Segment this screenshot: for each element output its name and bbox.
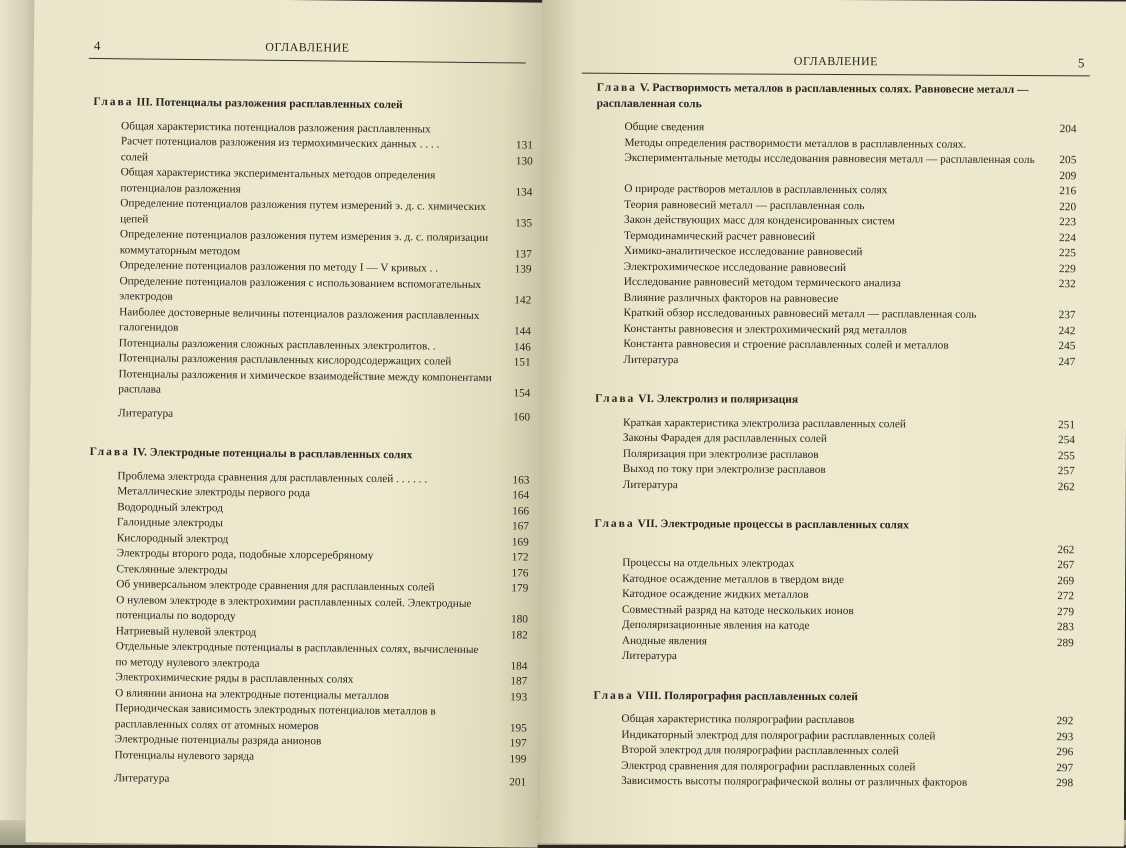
toc-entry-page: 187 [493, 674, 527, 690]
toc-entry-page: 201 [492, 775, 526, 791]
toc-entry-page: 247 [1041, 355, 1075, 371]
chapter-label: Глава [595, 393, 635, 405]
toc-entry [593, 774, 1073, 792]
toc-entry-page: 195 [493, 721, 527, 737]
toc-entry-title: Влияние различных факторов на равновесие [624, 291, 839, 304]
chapter-title: VI. Электролиз и поляризация [638, 393, 798, 406]
left-page [26, 0, 547, 848]
left-page-toc [86, 95, 533, 791]
toc-entry-page: 180 [494, 612, 528, 628]
toc-entry-title: Проблема электрода сравнения для расплавленных солей . . . . . . [117, 470, 427, 485]
toc-entry [86, 771, 526, 791]
toc-entry-page: 251 [1041, 418, 1075, 434]
toc-entry-title: Краткая характеристика электролиза расплавленных солей [623, 416, 906, 429]
chapter-label: Глава [594, 689, 634, 701]
toc-entry-title: Расчет потенциалов разложения из термохимических данных . . . . [121, 135, 440, 150]
toc-entry-title: Анодные явления [622, 634, 707, 646]
chapter-label: Глава [90, 446, 130, 458]
toc-entry-page: 254 [1041, 433, 1075, 449]
toc-entry-page: 242 [1041, 324, 1075, 340]
toc-entry-title: О влиянии аниона на электродные потенциалы металлов [115, 687, 389, 702]
toc-entry-title: Об универсальном электроде сравнения для расплавленных солей [116, 578, 434, 593]
toc-entry-title: Наиболее достоверные величины потенциалов разложения расплавленных галогенидов [119, 306, 480, 334]
toc-entry-page: 164 [495, 488, 529, 504]
toc-entry-title: Определение потенциалов разложения путем измерений э. д. с. химических цепей [120, 197, 486, 225]
toc-entry-page: 229 [1042, 262, 1076, 278]
toc-entry [91, 304, 531, 340]
toc-entry-page: 144 [497, 324, 531, 340]
toc-entry [595, 352, 1075, 370]
toc-entry-title: О природе растворов металлов в расплавленных солях [624, 183, 887, 196]
toc-entry-page: 262 [1040, 543, 1074, 559]
toc-entry-title: О нулевом электроде в электрохимии расплавленных солей. Электродные потенциалы по водороду [116, 594, 472, 623]
toc-entry-title: Краткий обзор исследованных равновесий металл — расплавленная соль [624, 307, 977, 321]
toc-entry-title: Металлические электроды первого рода [117, 485, 310, 499]
toc-entry-page: 289 [1040, 636, 1074, 652]
toc-entry [92, 227, 532, 263]
toc-entry-title: Потенциалы разложения и химическое взаимодействие между компонентами расплава [118, 368, 491, 396]
toc-entry-page: 204 [1042, 122, 1076, 138]
toc-entry [595, 477, 1075, 495]
toc-entry [90, 366, 530, 402]
toc-entry-page: 232 [1042, 277, 1076, 293]
chapter-heading [594, 688, 1074, 706]
chapter-heading [90, 445, 530, 465]
chapter-title: VIII. Полярография расплавленных солей [637, 689, 858, 702]
toc-entry-title: Общая характеристика полярографии расплавов [621, 713, 854, 726]
toc-entry-page: 272 [1040, 589, 1074, 605]
toc-entry-title: Катодное осаждение жидких металлов [622, 588, 809, 601]
toc-entry-page: 151 [497, 355, 531, 371]
toc-entry-page: 146 [497, 340, 531, 356]
chapter-heading [93, 95, 533, 115]
toc-entry-title: Термодинамический расчет равновесий [624, 229, 815, 242]
toc-entry [596, 135, 1076, 169]
right-page-toc [593, 81, 1077, 792]
chapter-title: VII. Электродные процессы в расплавленных солях [637, 518, 908, 531]
toc-entry-page: 134 [498, 185, 532, 201]
toc-entry-title [622, 541, 625, 553]
left-page-number: 4 [94, 38, 101, 54]
toc-entry-title: Общие сведения [625, 121, 705, 133]
toc-entry-page: 292 [1039, 714, 1073, 730]
toc-entry-title: Отдельные электродные потенциалы в расплавленных солях, вычисленные по методу нулевого электрода [115, 640, 478, 669]
left-page-header [89, 36, 526, 64]
chapter-label: Глава [597, 82, 637, 94]
toc-entry-page: 167 [495, 519, 529, 535]
toc-entry-title: Литература [622, 650, 677, 662]
toc-entry-title: солей [121, 151, 148, 163]
toc-entry-page: 199 [492, 752, 526, 768]
toc-entry [87, 639, 527, 675]
toc-entry-title: Электродные потенциалы разряда анионов [115, 733, 322, 747]
toc-entry-page: 166 [495, 504, 529, 520]
toc-entry-title: Определение потенциалов разложения путем измерения э. д. с. поляризации коммутаторным методом [120, 228, 489, 257]
toc-entry-title: Теория равновесий металл — расплавленная соль [624, 198, 864, 211]
toc-entry-page: 225 [1042, 246, 1076, 262]
toc-entry-title: Электрод сравнения для полярографии расплавленных солей [621, 759, 915, 773]
toc-entry-title: Потенциалы разложения сложных расплавленных электролитов. . [119, 337, 436, 352]
toc-entry-page: 184 [493, 659, 527, 675]
toc-entry [92, 165, 532, 201]
toc-entry-page: 193 [493, 690, 527, 706]
toc-entry-page: 139 [498, 262, 532, 278]
toc-entry-title: Общая характеристика экспериментальных методов определения потенциалов разложения [120, 166, 435, 195]
toc-entry-page: 135 [498, 216, 532, 232]
right-page [538, 0, 1126, 847]
right-page-header [582, 51, 1090, 77]
toc-entry-page: 182 [494, 628, 528, 644]
toc-entry-title: Электроды второго рода, подобные хлорсеребряному [117, 547, 374, 562]
toc-entry-title: Совместный разряд на катоде нескольких ионов [622, 603, 854, 616]
toc-entry-title: Электрохимическое исследование равновесий [624, 260, 846, 273]
toc-entry-title: Литература [623, 353, 678, 365]
toc-entry [87, 701, 527, 737]
toc-entry-title [624, 167, 627, 179]
toc-entry [91, 273, 531, 309]
toc-entry-page: 262 [1041, 480, 1075, 496]
toc-entry-page: 142 [497, 293, 531, 309]
right-page-number: 5 [1078, 55, 1085, 71]
toc-entry-page: 131 [499, 138, 533, 154]
toc-entry-title: Периодическая зависимость электродных потенциалов металлов в расплавленных солях от атомных номеров [115, 702, 436, 732]
toc-entry-title: Химико-аналитическое исследование равновесий [624, 245, 863, 258]
toc-entry-title: Галоидные электроды [117, 516, 223, 529]
chapter-gap [595, 493, 1075, 520]
toc-entry-page: 255 [1041, 449, 1075, 465]
toc-entry-title: Деполяризационные явления на катоде [622, 619, 810, 632]
toc-entry-page: 237 [1042, 308, 1076, 324]
toc-entry-title: Электрохимические ряды в расплавленных солях [115, 671, 353, 685]
toc-entry [86, 747, 526, 767]
toc-entry [88, 592, 528, 628]
toc-entry [594, 649, 1074, 667]
toc-entry-page: 267 [1040, 558, 1074, 574]
left-page-header-title: ОГЛАВЛЕНИЕ [89, 38, 526, 58]
toc-entry-page: 163 [495, 473, 529, 489]
toc-entry-title: Поляризация при электролизе расплавов [623, 447, 819, 460]
toc-entry-title: Стеклянные электроды [116, 563, 227, 576]
toc-entry-page: 176 [494, 566, 528, 582]
toc-entry-title: Процессы на отдельных электродах [622, 557, 794, 570]
toc-entry-title: Второй электрод для полярографии расплавленных солей [621, 744, 899, 757]
toc-entry [92, 196, 532, 232]
chapter-title: IV. Электродные потенциалы в расплавленных солях [133, 446, 413, 461]
toc-entry-page: 137 [498, 247, 532, 263]
toc-entry-page: 297 [1039, 761, 1073, 777]
toc-entry-title: Потенциалы нулевого заряда [114, 749, 254, 762]
toc-entry-page: 130 [499, 154, 533, 170]
toc-entry-title: Водородный электрод [117, 501, 223, 514]
toc-entry-title: Потенциалы разложения расплавленных кислородсодержащих солей [119, 352, 452, 367]
right-page-header-title: ОГЛАВЛЕНИЕ [582, 53, 1090, 71]
chapter-title: III. Потенциалы разложения расплавленных солей [136, 96, 402, 111]
toc-entry-title: Закон действующих масс для конденсированных систем [624, 214, 895, 227]
toc-entry-page: 293 [1039, 730, 1073, 746]
toc-entry-title: Константа равновесия и строение расплавленных солей и металлов [623, 338, 948, 352]
toc-entry-page: 298 [1039, 776, 1073, 792]
toc-entry-title: Определение потенциалов разложения с использованием вспомогательных электродов [119, 275, 481, 303]
toc-entry-page: 224 [1042, 231, 1076, 247]
chapter-gap [595, 368, 1075, 395]
toc-entry-page: 245 [1041, 339, 1075, 355]
toc-entry-page: 216 [1042, 184, 1076, 200]
toc-entry-page: 283 [1040, 620, 1074, 636]
toc-entry-title: Литература [623, 478, 678, 490]
toc-entry-title: Исследование равновесий методом термического анализа [624, 276, 901, 289]
toc-entry-title: Литература [118, 407, 173, 420]
toc-entry-title: Литература [114, 772, 169, 785]
chapter-label: Глава [594, 518, 634, 530]
toc-entry-title: Методы определения растворимости металлов в расплавленных солях. Экспериментальные методы исследования равновесия металл — расплавленная соль [624, 136, 1034, 166]
chapter-gap [594, 664, 1074, 691]
toc-entry-page: 205 [1042, 153, 1076, 169]
toc-entry-page: 172 [495, 550, 529, 566]
toc-entry-page: 209 [1042, 169, 1076, 185]
toc-entry-title: Натриевый нулевой электрод [116, 625, 257, 638]
toc-entry-page: 269 [1040, 574, 1074, 590]
chapter-heading [594, 517, 1074, 535]
chapter-heading [597, 81, 1077, 115]
toc-entry-page: 220 [1042, 200, 1076, 216]
chapter-heading [595, 392, 1075, 410]
chapter-label: Глава [93, 96, 133, 108]
toc-entry-page: 257 [1041, 464, 1075, 480]
toc-entry-page: 154 [496, 386, 530, 402]
toc-entry-page: 223 [1042, 215, 1076, 231]
chapter-title: V. Растворимость металлов в расплавленных солях. Равновесие металл — расплавленная соль [597, 82, 1029, 110]
toc-entry-page: 197 [493, 736, 527, 752]
toc-entry-page: 160 [496, 410, 530, 426]
toc-entry-title: Определение потенциалов разложения по методу I — V кривых . . [120, 259, 439, 274]
toc-entry-title: Зависимость высоты полярографической волны от различных факторов [621, 775, 967, 789]
toc-entry-title: Общая характеристика потенциалов разложения расплавленных [121, 120, 431, 135]
toc-entry-title: Выход по току при электролизе расплавов [623, 463, 826, 476]
toc-entry-title: Константы равновесия и электрохимический ряд металлов [623, 322, 906, 335]
toc-entry-page: 279 [1040, 605, 1074, 621]
toc-entry-title: Законы Фарадея для расплавленных солей [623, 432, 827, 445]
toc-entry-title: Индикаторный электрод для полярографии расплавленных солей [621, 728, 935, 742]
toc-entry-page: 179 [494, 581, 528, 597]
toc-entry-page: 296 [1039, 745, 1073, 761]
toc-entry-title: Кислородный электрод [117, 532, 229, 545]
toc-entry-page: 169 [495, 535, 529, 551]
toc-entry-title: Катодное осаждение металлов в твердом виде [622, 572, 844, 585]
